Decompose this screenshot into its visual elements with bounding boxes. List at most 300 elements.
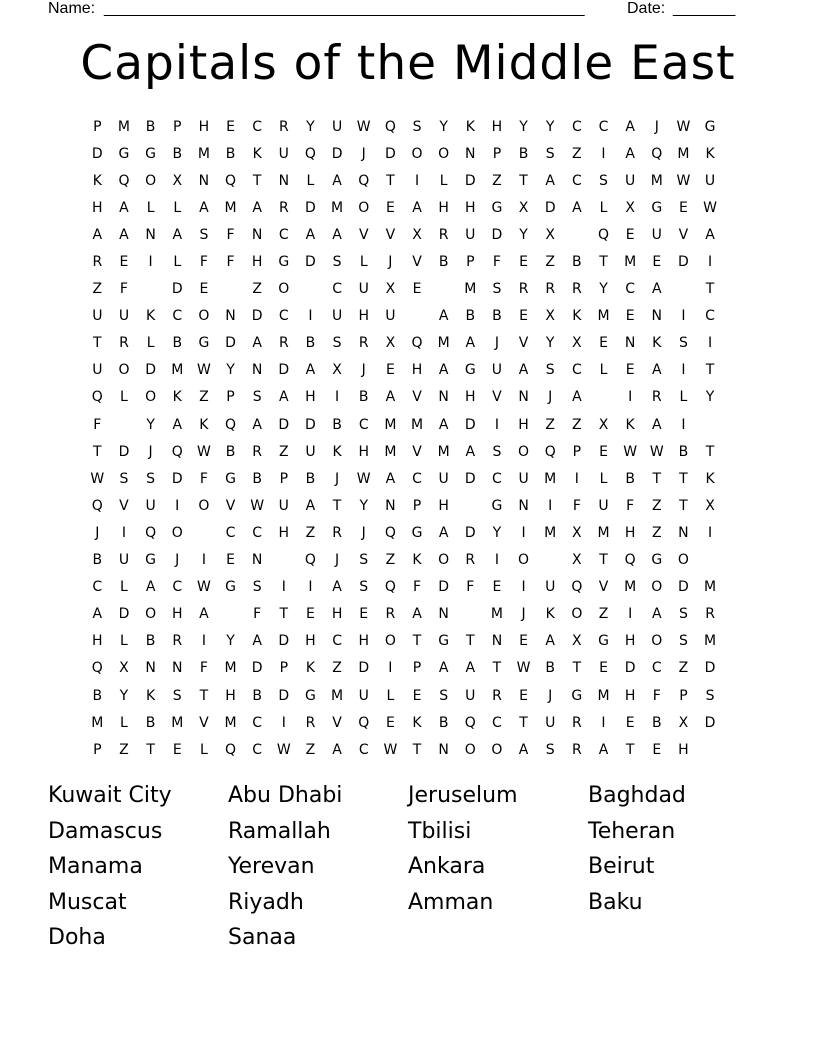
grid-cell[interactable]: K: [705, 470, 715, 487]
grid-cell[interactable]: Q: [304, 552, 316, 569]
grid-cell[interactable]: V: [225, 497, 236, 514]
grid-cell[interactable]: B: [465, 308, 476, 325]
grid-cell[interactable]: Z: [545, 416, 555, 433]
grid-cell[interactable]: V: [412, 443, 422, 460]
grid-cell[interactable]: F: [199, 254, 208, 271]
grid-cell[interactable]: J: [548, 389, 553, 406]
grid-cell[interactable]: Q: [624, 552, 636, 569]
grid-cell[interactable]: D: [464, 470, 476, 487]
grid-cell[interactable]: D: [438, 579, 450, 596]
grid-cell[interactable]: E: [625, 308, 635, 325]
grid-cell[interactable]: A: [385, 470, 396, 487]
grid-cell[interactable]: D: [91, 145, 103, 162]
grid-cell[interactable]: K: [305, 660, 316, 677]
grid-cell[interactable]: Y: [519, 226, 528, 243]
grid-cell[interactable]: H: [358, 443, 369, 460]
grid-cell[interactable]: T: [519, 714, 528, 731]
grid-cell[interactable]: C: [412, 470, 422, 487]
grid-cell[interactable]: S: [359, 579, 369, 596]
grid-cell[interactable]: B: [651, 714, 662, 731]
grid-cell[interactable]: J: [175, 552, 180, 569]
grid-cell[interactable]: T: [625, 741, 635, 758]
grid-cell[interactable]: U: [625, 172, 636, 189]
grid-cell[interactable]: T: [386, 172, 395, 189]
grid-cell[interactable]: O: [278, 281, 290, 298]
grid-cell[interactable]: L: [146, 199, 155, 216]
grid-cell[interactable]: W: [196, 362, 211, 379]
grid-cell[interactable]: R: [252, 443, 263, 460]
grid-cell[interactable]: A: [625, 118, 635, 135]
grid-cell[interactable]: A: [119, 199, 129, 216]
grid-cell[interactable]: L: [306, 172, 315, 189]
grid-cell[interactable]: A: [465, 443, 476, 460]
grid-cell[interactable]: X: [625, 199, 635, 216]
grid-cell[interactable]: H: [251, 254, 263, 271]
grid-cell[interactable]: N: [145, 660, 156, 677]
grid-cell[interactable]: D: [145, 362, 156, 379]
grid-cell[interactable]: H: [92, 633, 103, 650]
grid-cell[interactable]: [697, 736, 724, 763]
grid-cell[interactable]: Y: [705, 389, 715, 406]
grid-cell[interactable]: H: [171, 606, 183, 623]
grid-cell[interactable]: O: [438, 552, 450, 569]
grid-cell[interactable]: W: [196, 579, 211, 596]
grid-cell[interactable]: C: [651, 660, 662, 677]
grid-cell[interactable]: D: [678, 254, 689, 271]
grid-cell[interactable]: M: [331, 687, 344, 704]
grid-cell[interactable]: E: [199, 281, 209, 298]
grid-cell[interactable]: X: [678, 714, 689, 731]
grid-cell[interactable]: H: [624, 687, 636, 704]
grid-cell[interactable]: B: [438, 714, 449, 731]
grid-cell[interactable]: N: [251, 362, 263, 379]
grid-cell[interactable]: N: [278, 172, 290, 189]
grid-cell[interactable]: A: [438, 416, 449, 433]
grid-cell[interactable]: A: [412, 606, 422, 623]
grid-cell[interactable]: I: [681, 362, 686, 379]
grid-cell[interactable]: L: [386, 687, 395, 704]
grid-cell[interactable]: Q: [91, 660, 103, 677]
grid-cell[interactable]: E: [652, 254, 662, 271]
grid-cell[interactable]: M: [224, 714, 237, 731]
grid-cell[interactable]: R: [571, 281, 582, 298]
grid-cell[interactable]: G: [651, 199, 663, 216]
grid-cell[interactable]: B: [225, 443, 236, 460]
grid-cell[interactable]: N: [678, 524, 689, 541]
grid-cell[interactable]: G: [491, 199, 503, 216]
grid-cell[interactable]: M: [224, 199, 237, 216]
grid-cell[interactable]: H: [491, 118, 503, 135]
grid-cell[interactable]: N: [518, 389, 529, 406]
grid-cell[interactable]: E: [519, 633, 528, 650]
grid-cell[interactable]: I: [494, 552, 499, 569]
grid-cell[interactable]: R: [571, 714, 582, 731]
grid-cell[interactable]: X: [385, 281, 396, 298]
grid-cell[interactable]: F: [572, 497, 581, 514]
grid-cell[interactable]: G: [411, 524, 423, 541]
grid-cell[interactable]: Y: [599, 281, 608, 298]
grid-cell[interactable]: K: [252, 145, 262, 162]
grid-cell[interactable]: V: [598, 579, 609, 596]
grid-cell[interactable]: D: [118, 606, 130, 623]
grid-cell[interactable]: G: [225, 470, 236, 487]
grid-cell[interactable]: B: [518, 145, 529, 162]
grid-cell[interactable]: H: [358, 308, 369, 325]
grid-cell[interactable]: D: [278, 687, 290, 704]
grid-cell[interactable]: I: [175, 497, 180, 514]
grid-cell[interactable]: J: [388, 254, 393, 271]
grid-cell[interactable]: [537, 547, 564, 574]
grid-cell[interactable]: H: [305, 633, 316, 650]
grid-cell[interactable]: U: [465, 687, 476, 704]
grid-cell[interactable]: N: [438, 741, 449, 758]
grid-cell[interactable]: E: [599, 335, 608, 352]
grid-cell[interactable]: I: [281, 579, 286, 596]
grid-cell[interactable]: M: [597, 687, 610, 704]
grid-cell[interactable]: F: [199, 660, 208, 677]
grid-cell[interactable]: [137, 276, 164, 303]
grid-cell[interactable]: Y: [359, 497, 368, 514]
grid-cell[interactable]: H: [278, 524, 290, 541]
grid-cell[interactable]: A: [199, 606, 209, 623]
grid-cell[interactable]: S: [545, 145, 555, 162]
grid-cell[interactable]: R: [332, 524, 342, 541]
grid-cell[interactable]: B: [305, 335, 316, 352]
grid-cell[interactable]: V: [518, 335, 529, 352]
grid-cell[interactable]: U: [438, 470, 449, 487]
grid-cell[interactable]: A: [332, 172, 342, 189]
grid-cell[interactable]: R: [545, 281, 556, 298]
grid-cell[interactable]: G: [305, 687, 316, 704]
grid-cell[interactable]: A: [598, 741, 609, 758]
grid-cell[interactable]: I: [628, 606, 633, 623]
grid-cell[interactable]: B: [572, 254, 582, 271]
grid-cell[interactable]: C: [492, 714, 502, 731]
grid-cell[interactable]: E: [492, 579, 502, 596]
grid-cell[interactable]: T: [199, 687, 209, 704]
grid-cell[interactable]: H: [438, 497, 449, 514]
grid-cell[interactable]: [270, 547, 297, 574]
grid-cell[interactable]: G: [464, 362, 476, 379]
grid-cell[interactable]: A: [625, 145, 635, 162]
grid-cell[interactable]: N: [438, 606, 449, 623]
grid-cell[interactable]: N: [172, 660, 183, 677]
grid-cell[interactable]: S: [678, 335, 688, 352]
grid-cell[interactable]: O: [171, 524, 183, 541]
grid-cell[interactable]: N: [198, 172, 210, 189]
grid-cell[interactable]: Q: [358, 172, 370, 189]
grid-cell[interactable]: A: [92, 226, 103, 243]
grid-cell[interactable]: Q: [384, 579, 396, 596]
grid-cell[interactable]: C: [358, 416, 369, 433]
grid-cell[interactable]: D: [278, 416, 290, 433]
grid-cell[interactable]: O: [651, 633, 663, 650]
grid-cell[interactable]: Q: [571, 579, 583, 596]
grid-cell[interactable]: D: [251, 660, 263, 677]
grid-cell[interactable]: A: [305, 497, 316, 514]
grid-cell[interactable]: N: [251, 552, 263, 569]
grid-cell[interactable]: Z: [252, 281, 262, 298]
grid-cell[interactable]: P: [279, 470, 289, 487]
grid-cell[interactable]: D: [358, 660, 370, 677]
grid-cell[interactable]: K: [705, 145, 715, 162]
grid-cell[interactable]: T: [599, 254, 608, 271]
grid-cell[interactable]: W: [276, 741, 291, 758]
grid-cell[interactable]: R: [651, 389, 662, 406]
grid-cell[interactable]: D: [305, 254, 316, 271]
grid-cell[interactable]: U: [358, 687, 369, 704]
grid-cell[interactable]: K: [572, 308, 582, 325]
grid-cell[interactable]: I: [601, 714, 606, 731]
grid-cell[interactable]: U: [651, 226, 662, 243]
grid-cell[interactable]: M: [91, 714, 104, 731]
grid-cell[interactable]: M: [410, 416, 424, 433]
grid-cell[interactable]: O: [677, 552, 689, 569]
grid-cell[interactable]: Z: [492, 172, 502, 189]
grid-cell[interactable]: N: [491, 633, 503, 650]
grid-cell[interactable]: D: [171, 470, 183, 487]
grid-cell[interactable]: N: [225, 308, 236, 325]
date-field[interactable]: _______: [673, 0, 736, 17]
grid-cell[interactable]: U: [92, 362, 103, 379]
grid-cell[interactable]: P: [492, 145, 502, 162]
grid-cell[interactable]: W: [623, 443, 638, 460]
grid-cell[interactable]: S: [705, 687, 715, 704]
grid-cell[interactable]: A: [438, 524, 449, 541]
grid-cell[interactable]: R: [438, 226, 449, 243]
grid-cell[interactable]: Z: [651, 524, 662, 541]
grid-cell[interactable]: L: [679, 389, 688, 406]
grid-cell[interactable]: A: [252, 633, 262, 650]
grid-cell[interactable]: W: [196, 443, 211, 460]
grid-cell[interactable]: P: [173, 118, 182, 135]
grid-cell[interactable]: R: [465, 552, 476, 569]
grid-cell[interactable]: I: [148, 254, 153, 271]
grid-cell[interactable]: X: [119, 660, 129, 677]
grid-cell[interactable]: U: [385, 308, 396, 325]
grid-cell[interactable]: [217, 601, 244, 628]
grid-cell[interactable]: S: [332, 254, 342, 271]
grid-cell[interactable]: V: [412, 389, 422, 406]
grid-cell[interactable]: Z: [199, 389, 209, 406]
grid-cell[interactable]: O: [438, 145, 450, 162]
grid-cell[interactable]: M: [384, 443, 397, 460]
grid-cell[interactable]: E: [678, 199, 688, 216]
grid-cell[interactable]: E: [172, 741, 182, 758]
grid-cell[interactable]: E: [385, 362, 395, 379]
grid-cell[interactable]: A: [705, 226, 715, 243]
grid-cell[interactable]: C: [92, 579, 103, 596]
grid-cell[interactable]: J: [521, 606, 526, 623]
grid-cell[interactable]: I: [201, 633, 206, 650]
grid-cell[interactable]: D: [278, 362, 290, 379]
grid-cell[interactable]: E: [226, 118, 235, 135]
grid-cell[interactable]: H: [438, 199, 449, 216]
grid-cell[interactable]: F: [199, 470, 208, 487]
grid-cell[interactable]: F: [119, 281, 128, 298]
grid-cell[interactable]: O: [384, 633, 396, 650]
grid-cell[interactable]: I: [521, 524, 526, 541]
grid-cell[interactable]: U: [545, 579, 556, 596]
grid-cell[interactable]: H: [411, 362, 423, 379]
grid-cell[interactable]: Z: [332, 660, 342, 677]
grid-cell[interactable]: B: [332, 416, 342, 433]
grid-cell[interactable]: E: [119, 254, 129, 271]
grid-cell[interactable]: B: [678, 443, 689, 460]
grid-cell[interactable]: E: [519, 308, 528, 325]
grid-cell[interactable]: D: [305, 416, 316, 433]
grid-cell[interactable]: A: [252, 416, 262, 433]
grid-cell[interactable]: K: [412, 552, 422, 569]
grid-cell[interactable]: I: [414, 172, 420, 189]
grid-cell[interactable]: U: [118, 308, 130, 325]
grid-cell[interactable]: U: [145, 497, 156, 514]
grid-cell[interactable]: C: [252, 741, 263, 758]
grid-cell[interactable]: H: [331, 606, 343, 623]
grid-cell[interactable]: E: [226, 552, 235, 569]
grid-cell[interactable]: Q: [384, 524, 396, 541]
grid-cell[interactable]: I: [707, 524, 713, 541]
grid-cell[interactable]: A: [412, 199, 422, 216]
grid-cell[interactable]: [111, 411, 138, 438]
grid-cell[interactable]: D: [704, 714, 716, 731]
grid-cell[interactable]: W: [676, 172, 691, 189]
grid-cell[interactable]: U: [331, 308, 343, 325]
grid-cell[interactable]: E: [359, 606, 369, 623]
grid-cell[interactable]: D: [678, 579, 689, 596]
grid-cell[interactable]: C: [705, 308, 715, 325]
grid-cell[interactable]: A: [332, 579, 342, 596]
grid-cell[interactable]: E: [625, 714, 635, 731]
grid-cell[interactable]: U: [358, 281, 369, 298]
grid-cell[interactable]: T: [492, 660, 502, 677]
grid-cell[interactable]: Z: [678, 660, 689, 677]
grid-cell[interactable]: Z: [598, 606, 609, 623]
grid-cell[interactable]: H: [465, 389, 476, 406]
grid-cell[interactable]: F: [412, 579, 422, 596]
grid-cell[interactable]: Z: [92, 281, 103, 298]
grid-cell[interactable]: M: [197, 145, 210, 162]
grid-cell[interactable]: A: [172, 416, 183, 433]
grid-cell[interactable]: K: [652, 335, 662, 352]
grid-cell[interactable]: M: [464, 281, 477, 298]
grid-cell[interactable]: G: [198, 335, 210, 352]
grid-cell[interactable]: H: [92, 199, 103, 216]
grid-cell[interactable]: X: [172, 172, 183, 189]
grid-cell[interactable]: X: [332, 362, 342, 379]
grid-cell[interactable]: C: [225, 524, 236, 541]
grid-cell[interactable]: U: [491, 362, 503, 379]
grid-cell[interactable]: X: [572, 335, 582, 352]
grid-cell[interactable]: T: [679, 497, 688, 514]
grid-cell[interactable]: I: [681, 416, 686, 433]
grid-cell[interactable]: H: [518, 416, 529, 433]
grid-cell[interactable]: O: [411, 145, 423, 162]
grid-cell[interactable]: X: [572, 524, 582, 541]
grid-cell[interactable]: Q: [118, 172, 130, 189]
grid-cell[interactable]: M: [171, 714, 184, 731]
grid-cell[interactable]: H: [225, 687, 236, 704]
grid-cell[interactable]: L: [173, 254, 182, 271]
grid-cell[interactable]: P: [412, 660, 422, 677]
grid-cell[interactable]: R: [385, 606, 396, 623]
grid-cell[interactable]: T: [572, 660, 582, 677]
grid-cell[interactable]: O: [145, 389, 157, 406]
grid-cell[interactable]: S: [359, 552, 369, 569]
grid-cell[interactable]: U: [598, 497, 609, 514]
grid-cell[interactable]: Z: [572, 416, 582, 433]
grid-cell[interactable]: P: [226, 389, 235, 406]
grid-cell[interactable]: J: [95, 524, 100, 541]
grid-cell[interactable]: C: [332, 281, 342, 298]
grid-cell[interactable]: T: [599, 552, 608, 569]
grid-cell[interactable]: O: [491, 741, 503, 758]
grid-cell[interactable]: C: [278, 226, 289, 243]
grid-cell[interactable]: T: [93, 335, 102, 352]
grid-cell[interactable]: [430, 276, 457, 303]
grid-cell[interactable]: M: [624, 579, 637, 596]
grid-cell[interactable]: G: [571, 687, 583, 704]
grid-cell[interactable]: T: [93, 443, 102, 460]
grid-cell[interactable]: L: [146, 335, 155, 352]
grid-cell[interactable]: I: [121, 524, 127, 541]
grid-cell[interactable]: A: [279, 389, 289, 406]
grid-cell[interactable]: K: [412, 714, 422, 731]
grid-cell[interactable]: E: [625, 226, 635, 243]
grid-cell[interactable]: R: [705, 606, 715, 623]
grid-cell[interactable]: C: [252, 714, 263, 731]
grid-cell[interactable]: S: [252, 579, 262, 596]
grid-cell[interactable]: I: [707, 335, 713, 352]
grid-cell[interactable]: K: [146, 308, 156, 325]
grid-cell[interactable]: D: [464, 524, 476, 541]
grid-cell[interactable]: S: [545, 362, 555, 379]
grid-cell[interactable]: B: [358, 389, 369, 406]
grid-cell[interactable]: R: [305, 714, 316, 731]
grid-cell[interactable]: U: [92, 308, 103, 325]
grid-cell[interactable]: O: [358, 199, 370, 216]
grid-cell[interactable]: [697, 547, 724, 574]
grid-cell[interactable]: Z: [279, 443, 289, 460]
grid-cell[interactable]: J: [654, 118, 659, 135]
grid-cell[interactable]: A: [332, 226, 342, 243]
grid-cell[interactable]: U: [278, 145, 289, 162]
grid-cell[interactable]: M: [331, 199, 344, 216]
grid-cell[interactable]: C: [172, 579, 183, 596]
grid-cell[interactable]: C: [571, 172, 582, 189]
grid-cell[interactable]: I: [681, 308, 686, 325]
grid-cell[interactable]: Q: [225, 416, 237, 433]
grid-cell[interactable]: I: [308, 579, 313, 596]
grid-cell[interactable]: Z: [305, 741, 316, 758]
grid-cell[interactable]: N: [465, 145, 476, 162]
grid-cell[interactable]: N: [438, 389, 449, 406]
grid-cell[interactable]: D: [464, 172, 476, 189]
grid-cell[interactable]: X: [598, 416, 609, 433]
grid-cell[interactable]: Y: [306, 118, 315, 135]
grid-cell[interactable]: G: [118, 145, 130, 162]
grid-cell[interactable]: M: [117, 118, 130, 135]
grid-cell[interactable]: Y: [545, 118, 555, 135]
grid-cell[interactable]: V: [119, 497, 129, 514]
grid-cell[interactable]: D: [305, 199, 316, 216]
grid-cell[interactable]: A: [651, 606, 662, 623]
grid-cell[interactable]: P: [466, 254, 475, 271]
grid-cell[interactable]: Q: [91, 497, 103, 514]
grid-cell[interactable]: J: [335, 470, 340, 487]
grid-cell[interactable]: R: [172, 633, 183, 650]
name-field[interactable]: ______________________________________________________: [104, 0, 585, 17]
